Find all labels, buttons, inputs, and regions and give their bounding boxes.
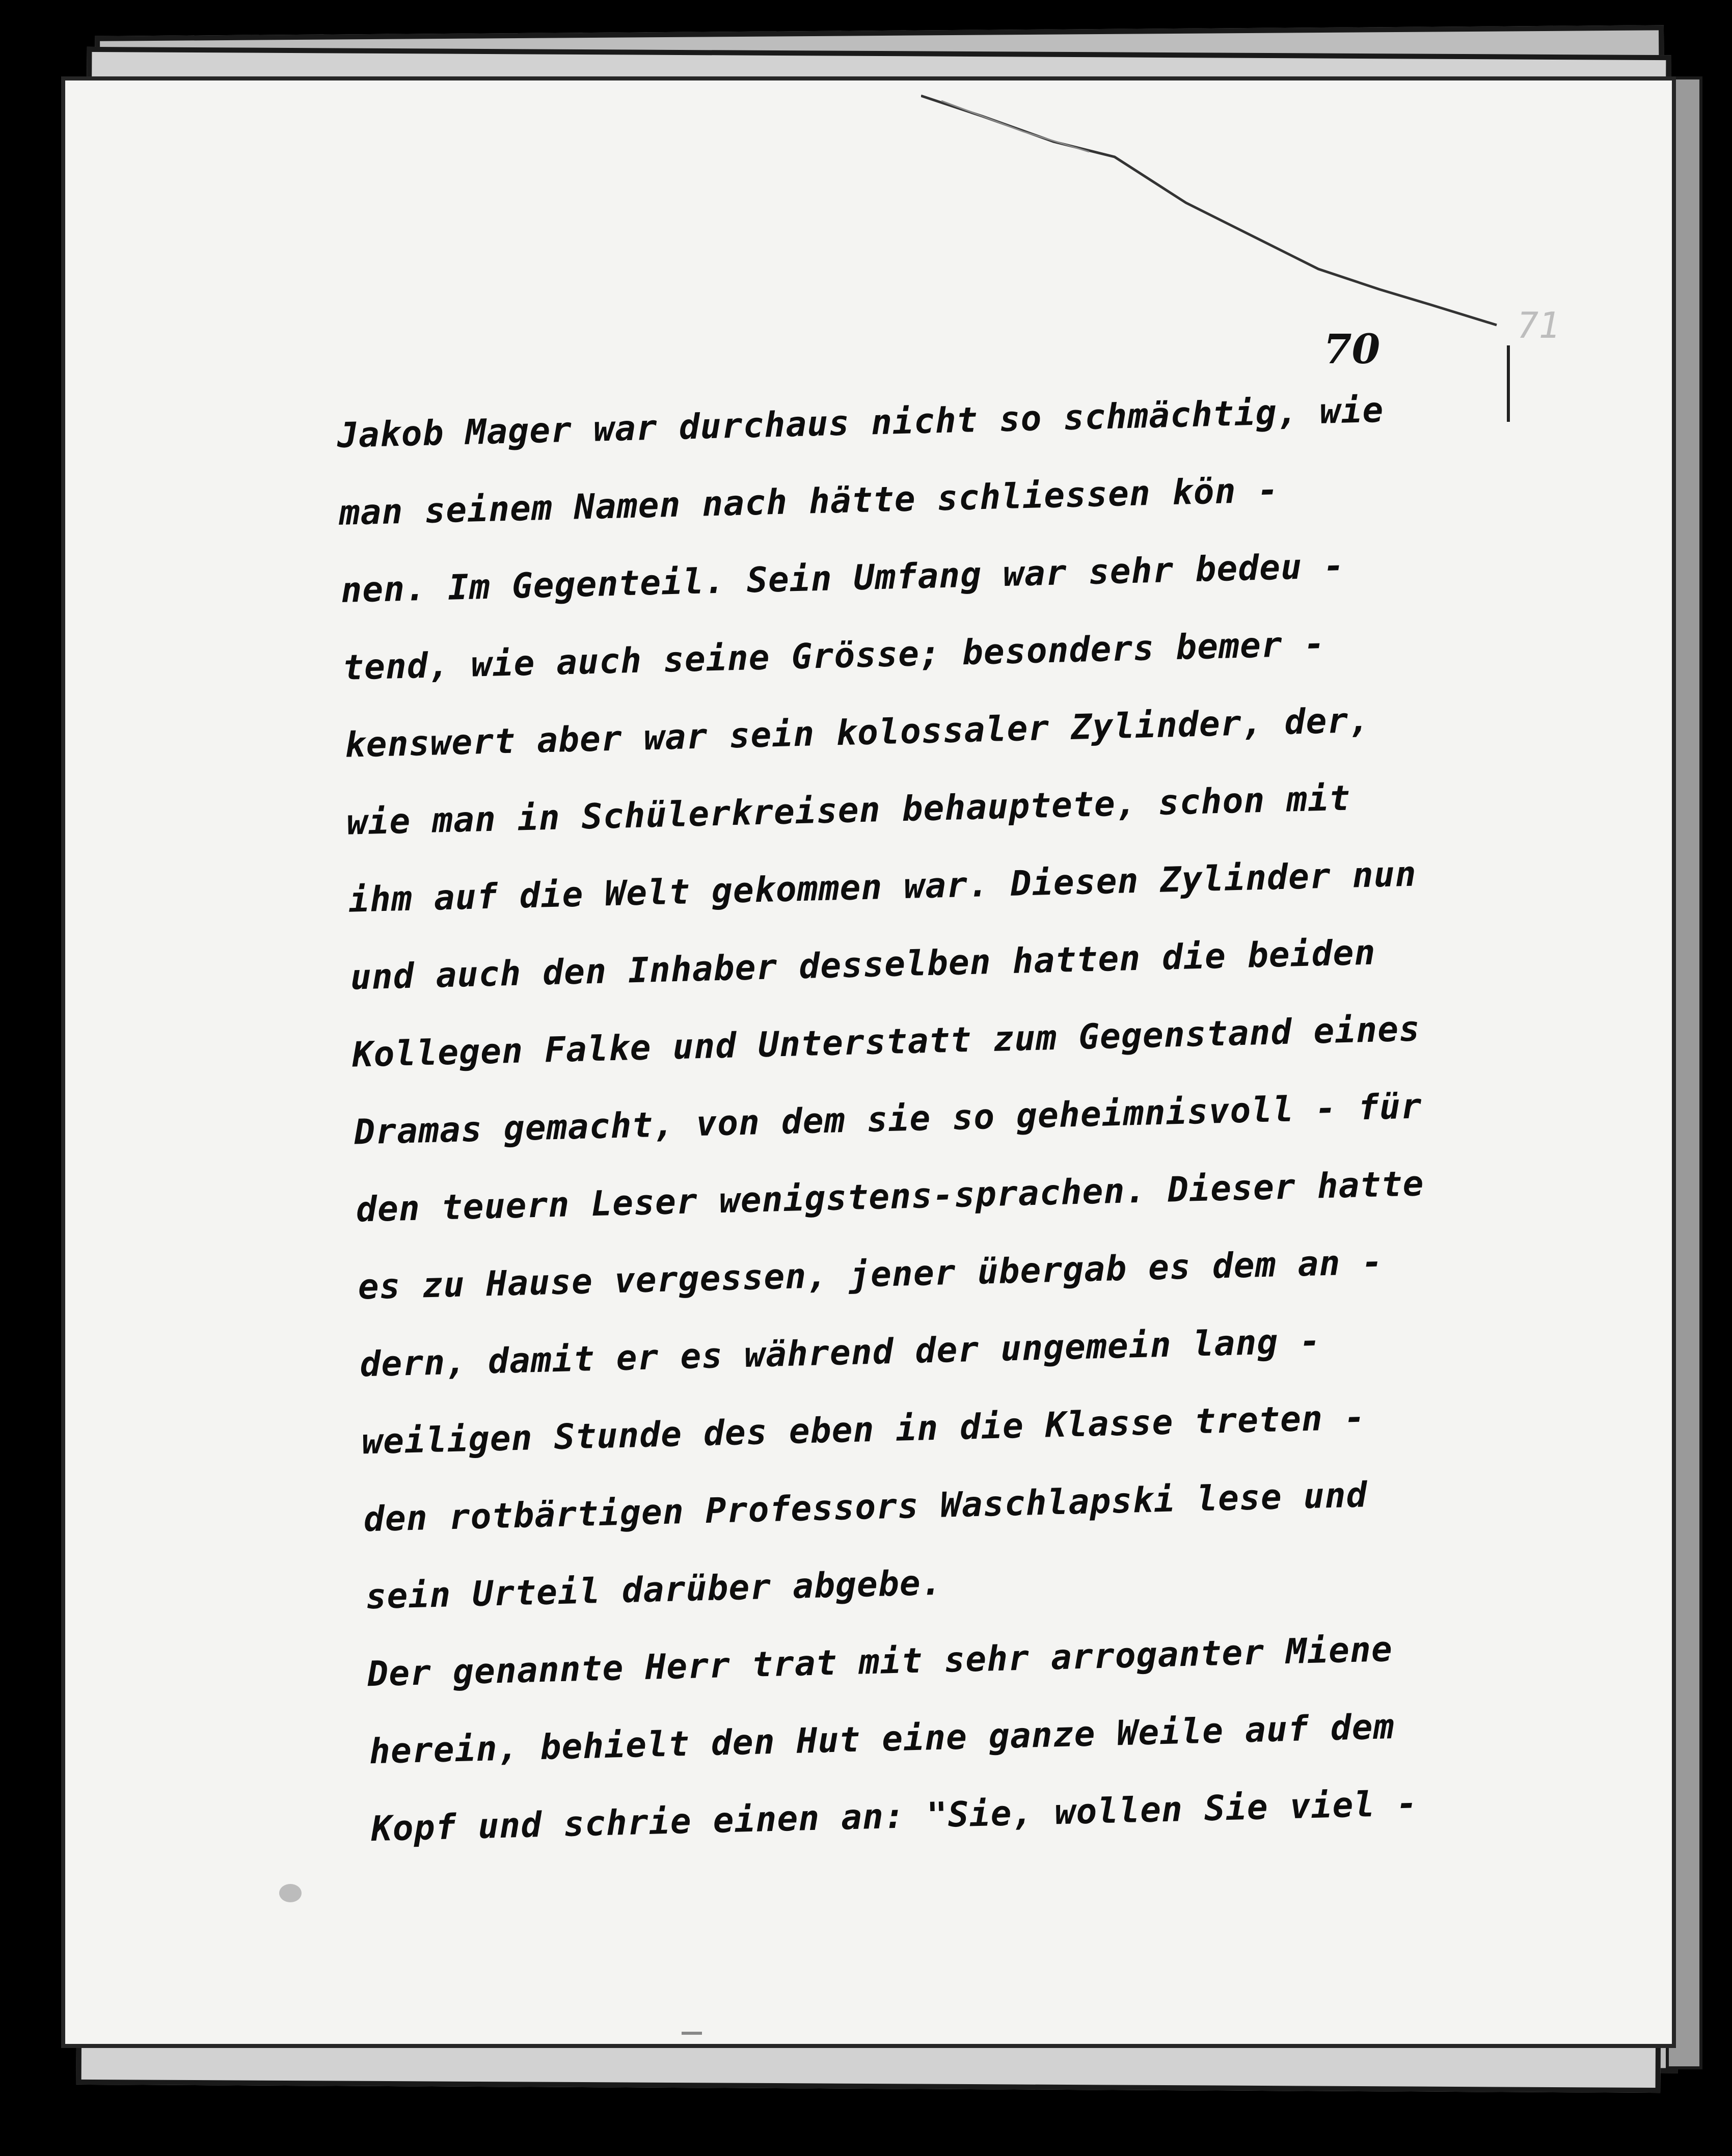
ink-blot: [279, 1884, 302, 1902]
text-line: ihm auf die Welt gekommen war. Diesen Zylinder nun: [348, 854, 1417, 921]
text-line: und auch den Inhaber desselben hatten die beiden: [349, 932, 1376, 998]
text-line: wie man in Schülerkreisen behauptete, schon mit: [346, 778, 1351, 843]
text-line: Kopf und schrie einen an: "Sie, wollen Sie viel -: [370, 1783, 1419, 1850]
text-line: man seinem Namen nach hätte schliessen kön -: [338, 470, 1280, 533]
text-line: tend, wie auch seine Grösse; besonders bemer -: [342, 624, 1326, 688]
text-line: Der genannte Herr trat mit sehr arroganter Miene: [367, 1629, 1393, 1695]
text-line: es zu Hause vergessen, jener übergab es dem an -: [357, 1242, 1384, 1308]
text-line: Kollegen Falke und Unterstatt zum Gegenstand eines: [351, 1009, 1421, 1075]
text-line: herein, behielt den Hut eine ganze Weile auf dem: [369, 1707, 1395, 1772]
text-line: weiligen Stunde des eben in die Klasse treten -: [361, 1397, 1366, 1463]
text-line: den rotbärtigen Professors Waschlapski lese und: [363, 1475, 1368, 1540]
bleed-through-page-number: 71: [1517, 305, 1560, 346]
text-line: Jakob Mager war durchaus nicht so schmächtig, wie: [336, 390, 1385, 456]
text-line: dern, damit er es während der ungemein lang -: [359, 1321, 1322, 1385]
text-line: sein Urteil darüber abgebe.: [365, 1562, 943, 1618]
text-line: den teuern Leser wenigstens-sprachen. Dieser hatte: [356, 1164, 1425, 1230]
page-number: 70: [1323, 325, 1381, 373]
page-crease-line: [921, 86, 1532, 340]
text-line: nen. Im Gegenteil. Sein Umfang war sehr bedeu -: [340, 546, 1345, 611]
text-line: Dramas gemacht, von dem sie so geheimnisvoll - für: [354, 1086, 1423, 1153]
typescript-body: [336, 367, 1610, 1869]
text-line: kenswert aber war sein kolossaler Zylinder, der,: [344, 700, 1371, 766]
ink-speck: [682, 2032, 702, 2035]
